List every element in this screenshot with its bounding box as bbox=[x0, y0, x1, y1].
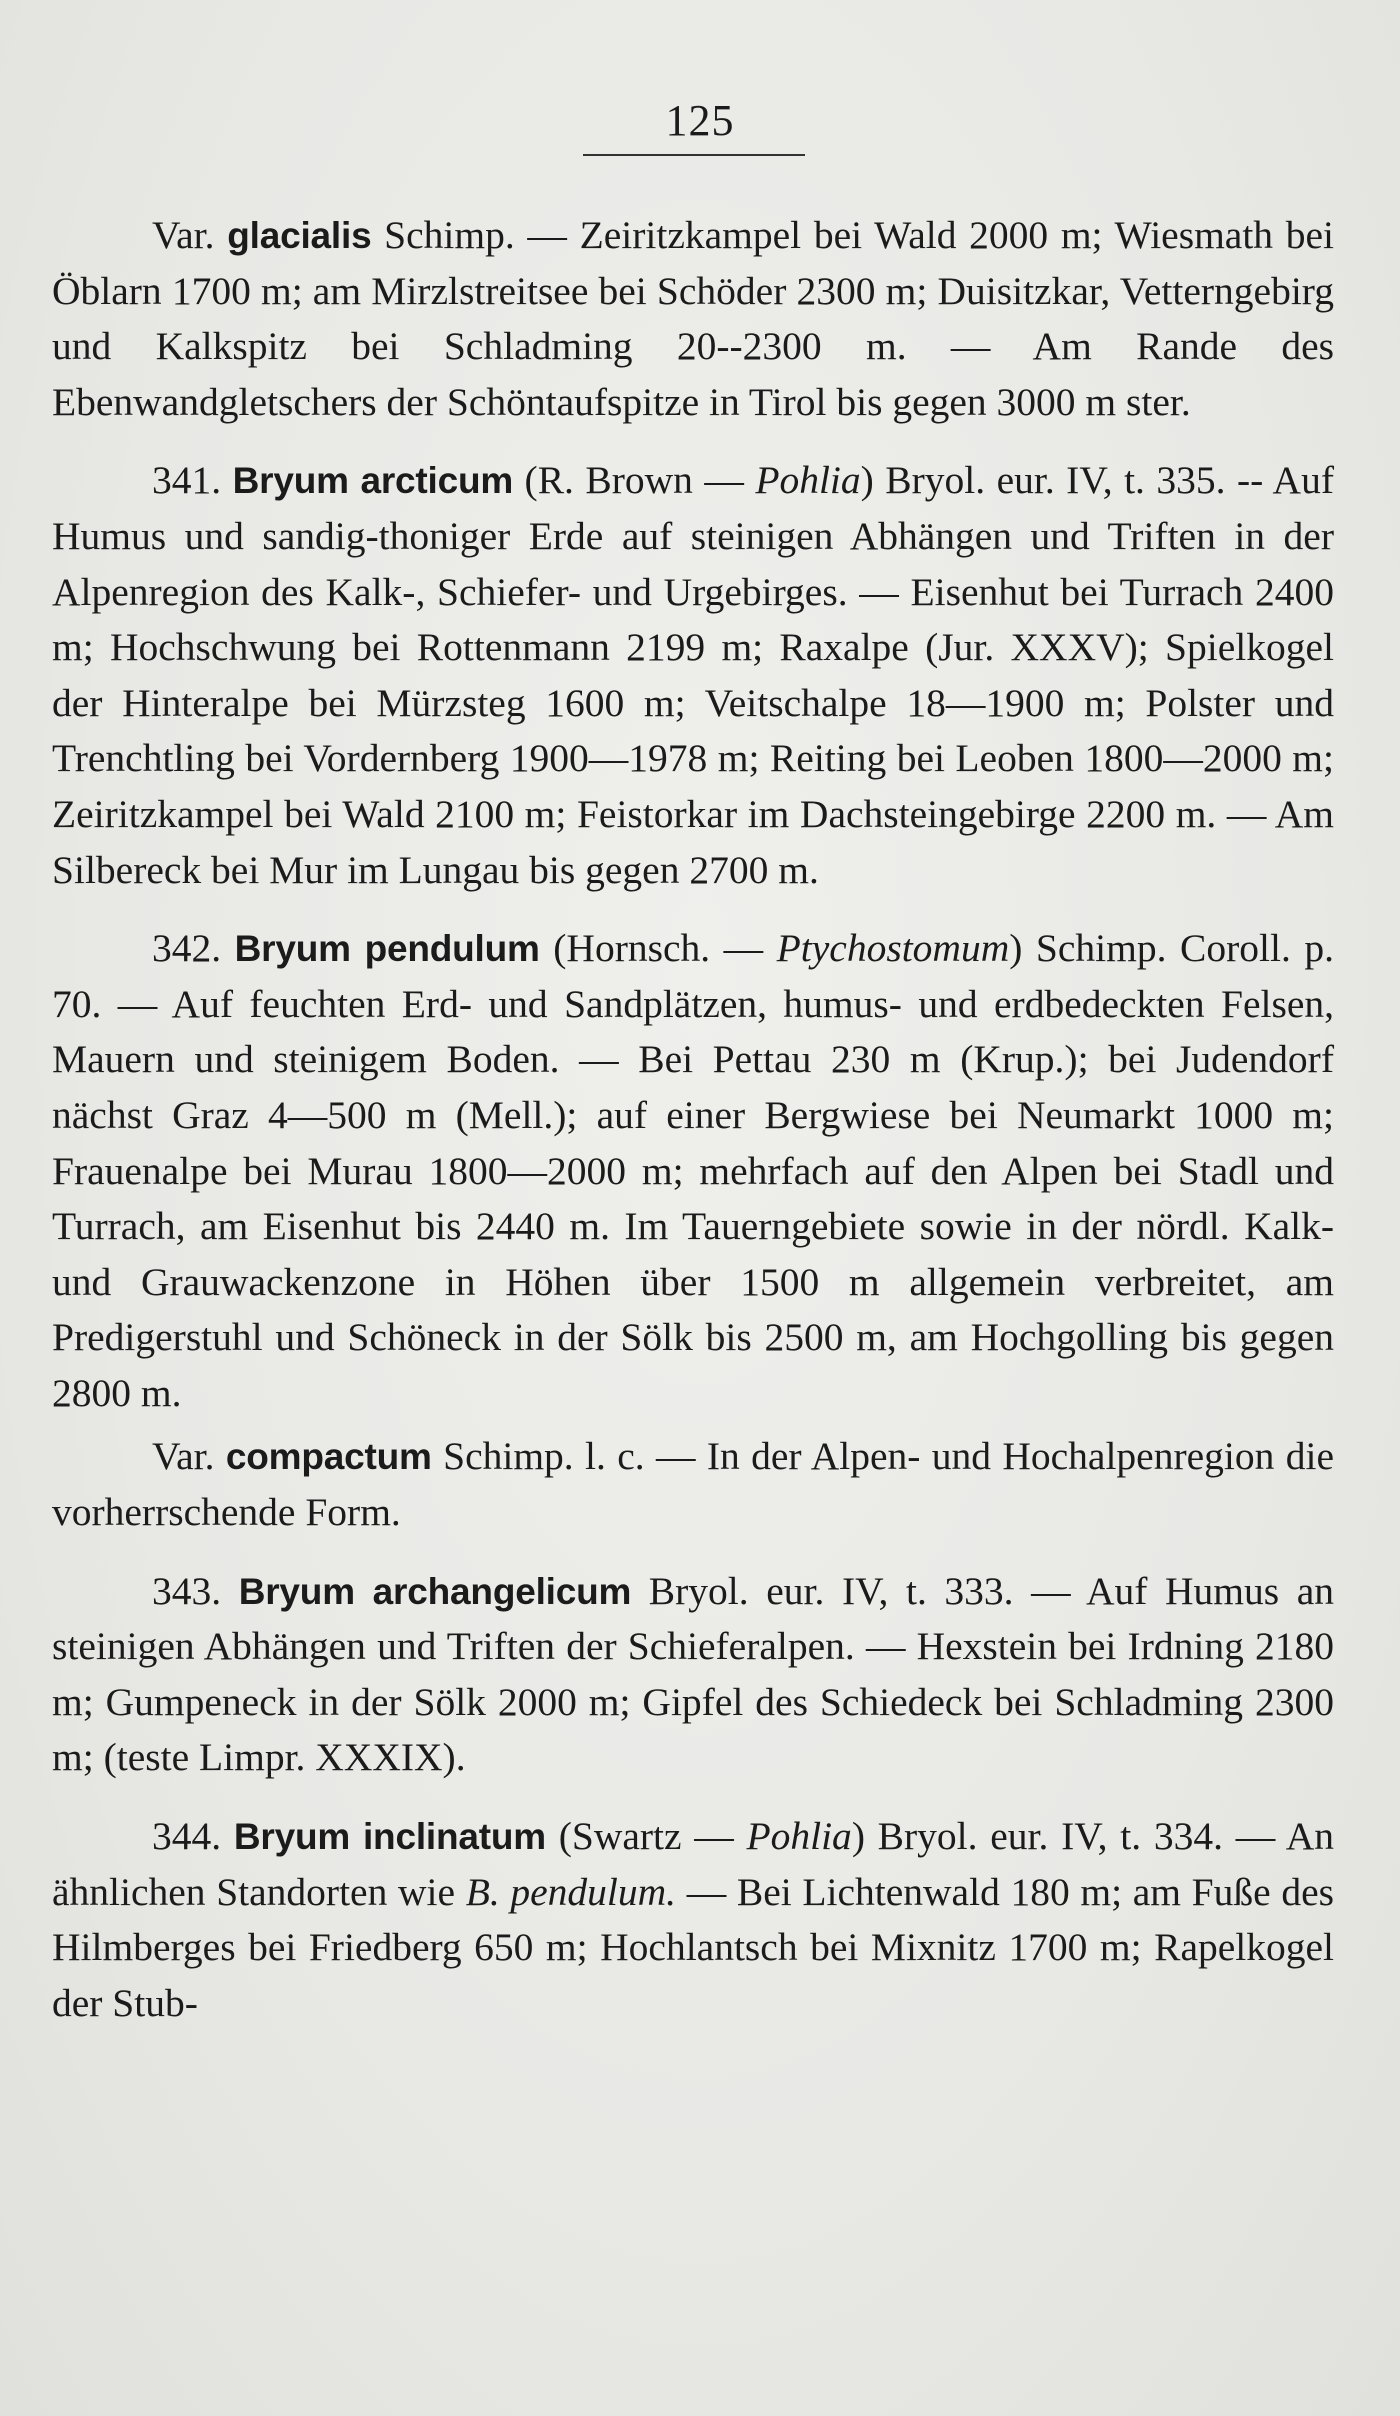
species-name: Bryum pendulum bbox=[234, 928, 540, 970]
entry-text: — Bei Lichtenwald 180 m; am Fuße des Hilmberges bei Friedberg 650 m; Hochlantsch bei Mixnitz 1700 m; Rapelkogel der Stub- bbox=[52, 1869, 1334, 2025]
page-body bbox=[52, 208, 1334, 2031]
entry-number: 342. bbox=[152, 926, 222, 971]
species-name: Bryum arcticum bbox=[232, 460, 514, 502]
entry-344 bbox=[52, 1809, 1334, 2031]
variety-text: Schimp. l. c. — In der Alpen- und Hochalpenregion die vorherrschende Form. bbox=[52, 1434, 1334, 1535]
entry-342 bbox=[52, 921, 1334, 1421]
species-name: Bryum archangelicum bbox=[238, 1570, 632, 1612]
entry-text: (Swartz — bbox=[545, 1814, 747, 1859]
variety-compactum bbox=[52, 1429, 1334, 1540]
entry-number: 343. bbox=[152, 1568, 222, 1613]
entry-343 bbox=[52, 1564, 1334, 1786]
variety-text: Schimp. — Zeiritzkampel bei Wald 2000 m; Wiesmath bei Öblarn 1700 m; am Mirzlstreitsee bei Schöder 2300 m; Duisitzkar, Vetterngebirg und Kalkspitz bei Schladming 20--2300 m. — Am Rande des Ebenwandgletschers der Schöntaufspitze in Tirol bis gegen 3000 m ster. bbox=[52, 213, 1335, 424]
variety-glacialis bbox=[52, 208, 1334, 430]
entry-text: Bryol. eur. IV, t. 333. — Auf Humus an steinigen Abhängen und Triften der Schieferalpen. — Hexstein bei Irdning 2180 m; Gumpeneck in der Sölk 2000 m; Gipfel des Schiedeck bei Schladming 2300 m; (teste Limpr. XXXIX). bbox=[52, 1568, 1334, 1780]
header-rule bbox=[583, 154, 805, 156]
synonym-genus: Pohlia bbox=[746, 1814, 852, 1859]
page-number: 125 bbox=[665, 96, 735, 145]
synonym-genus: Pohlia bbox=[755, 458, 861, 503]
entry-text: (R. Brown — bbox=[513, 458, 756, 503]
entry-text: ) Schimp. Coroll. p. 70. — Auf feuchten Erd- und Sandplätzen, humus- und erdbedeckten Felsen, Mauern und steinigem Boden. — Bei Pettau 230 m (Krup.); bei Judendorf nächst Graz 4—500 m (Mell.); auf einer Bergwiese bei Neumarkt 1000 m; Frauenalpe bei Murau 1800—2000 m; mehrfach auf den Alpen bei Stadl und Turrach, am Eisenhut bis 2440 m. Im Tauerngebiete sowie in der nördl. Kalk- und Grauwackenzone in Höhen über 1500 m allgemein verbreitet, am Predigerstuhl und Schöneck in der Sölk bis 2500 m, am Hochgolling bis gegen 2800 m. bbox=[52, 926, 1334, 1415]
synonym-genus: Ptychostomum bbox=[776, 926, 1010, 971]
variety-prefix: Var. bbox=[152, 213, 215, 257]
species-reference: B. pendulum. bbox=[465, 1869, 677, 1914]
variety-prefix: Var. bbox=[152, 1434, 215, 1479]
entry-text: ) Bryol. eur. IV, t. 334. — An ähnlichen Standorten wie bbox=[52, 1814, 1335, 1914]
entry-number: 341. bbox=[152, 458, 222, 503]
variety-name: compactum bbox=[225, 1436, 432, 1478]
entry-341 bbox=[52, 453, 1334, 898]
variety-name: glacialis bbox=[227, 215, 372, 256]
species-name: Bryum inclinatum bbox=[233, 1816, 546, 1858]
entry-number: 344. bbox=[152, 1814, 222, 1859]
entry-text: ) Bryol. eur. IV, t. 335. -- Auf Humus und sandig-thoniger Erde auf steinigen Abhängen und Triften in der Alpenregion des Kalk-, Schiefer- und Urgebirges. — Eisenhut bei Turrach 2400 m; Hochschwung bei Rottenmann 2199 m; Raxalpe (Jur. XXXV); Spielkogel der Hinteralpe bei Mürzsteg 1600 m; Veitschalpe 18—1900 m; Polster und Trenchtling bei Vordernberg 1900—1978 m; Reiting bei Leoben 1800—2000 m; Zeiritzkampel bei Wald 2100 m; Feistorkar im Dachsteingebirge 2200 m. — Am Silbereck bei Mur im Lungau bis gegen 2700 m. bbox=[52, 458, 1334, 892]
entry-text: (Hornsch. — bbox=[539, 926, 777, 971]
